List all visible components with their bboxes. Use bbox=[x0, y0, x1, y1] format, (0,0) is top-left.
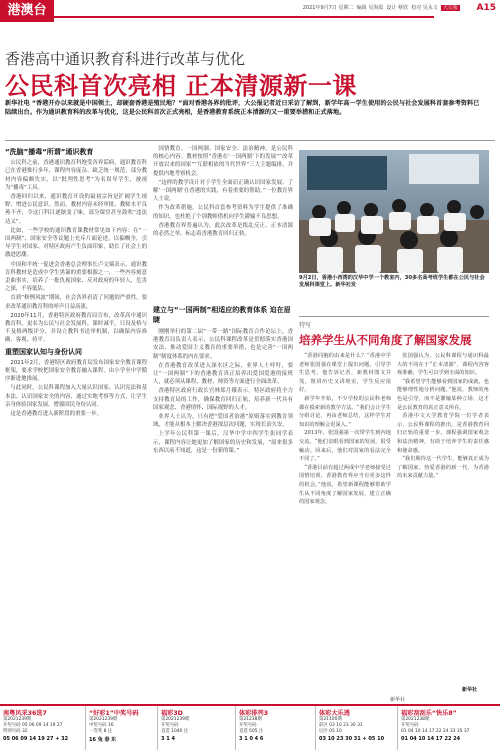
lottery-results-strip bbox=[0, 704, 500, 750]
photo-caption: 9月2日，香港小西湾的汉华中学一个教室内，30多名高考班学生都在公民与社会发展科课堂上。新华社发 bbox=[299, 275, 485, 288]
article-kicker: 香港高中通识教育科进行改革与优化 bbox=[5, 50, 246, 68]
feature-column-b bbox=[397, 352, 489, 682]
masthead bbox=[0, 0, 500, 22]
lottery-numbers: 3 1 0 4 6 bbox=[239, 736, 264, 742]
paragraph: 香港回归以来，通识教育开设的最初宗旨是扩阔学生视野、增进公民意识。然而，教材内容未经审批、教师水平良莠不齐，令这门科目逐渐变了味，部分课堂甚至鼓吹“违法达义”。 bbox=[5, 194, 147, 225]
section-subhead: 建立与“一国两制”相适应的教育体系 迫在眉睫 bbox=[153, 306, 291, 324]
lottery-line: 第2021239期 bbox=[89, 717, 118, 722]
paragraph: 与此同时，公民科课程加入大量认识国家、认识宪法和基本法、认识国家安全的内容，通过实地考察等方式，让学生亲身体验国家发展，增强国民身份认同。 bbox=[5, 385, 147, 408]
paragraph: “香港同胞的由来是什么？”香港中学老师张国强在课堂上提出问题，引导学生思考。他告诉记者，新教材图文并茂，既讲历史又讲现实，学生反应很好。 bbox=[299, 353, 391, 394]
paragraph: 业界人士认为，只有把“爱国者治港”原则落实到教育领域，才能从根本上解决香港深层次问题，实现长治久安。 bbox=[153, 414, 293, 429]
lottery-numbers: 03 10 23 30 31 + 05 10 bbox=[319, 736, 385, 742]
lottery-box bbox=[86, 706, 158, 750]
lottery-box bbox=[158, 706, 236, 750]
lottery-title: 南粤风采36选7 bbox=[3, 710, 47, 717]
masthead-editor: 编辑 吴海霞 bbox=[356, 5, 384, 11]
paragraph: 国情教育、一国两制、国家安全、法治精神，是公民科的核心内容。教材按照“香港在‘一国两制’下的发展”“改革开放以来的国家”“互联相依的当代世界”三大主题编排，并提供内地考察机会。 bbox=[153, 146, 293, 177]
lottery-title: 体彩大乐透 bbox=[319, 710, 350, 717]
lottery-box bbox=[0, 706, 86, 750]
article-column-1 bbox=[5, 145, 147, 700]
lead-rule bbox=[5, 140, 495, 141]
lottery-box bbox=[398, 706, 500, 750]
feature-column-a bbox=[299, 352, 391, 692]
masthead-brand: 大公报 bbox=[442, 5, 458, 11]
paragraph: 在香港教育改革进入深水区之际，业界人士呼吁，要让“一国两制”下的香港教育真正培养出爱国爱港的接班人，就必须从课程、教材、师资等方面进行全面改革。 bbox=[153, 362, 293, 386]
lottery-numbers: 01 04 10 14 17 22 24 bbox=[401, 736, 461, 742]
lottery-line: 第21238期 bbox=[239, 717, 262, 722]
feature-tag: 特写 bbox=[299, 322, 312, 329]
lottery-line: 中奖号码 16 bbox=[89, 723, 114, 728]
paragraph: “我希望学生能够看到国家的成就，也能够理性地分析问题。”他说，教师的角色是引导，而不是灌输某种立场，这才是公民教育的真正意义所在。 bbox=[397, 378, 489, 411]
article-headline: 公民科首次亮相 正本清源新一课 bbox=[5, 72, 357, 100]
paragraph: 作为改革措施，公民科首套参考资料为学生提供了准确的知识，也杜绝了个别教师借机向学生灌输不良思想。 bbox=[153, 205, 293, 220]
section-subhead: 重塑国家认知与身份认同 bbox=[5, 347, 82, 356]
paragraph: 2013年，张国强第一次带学生到内地交流，“他们亲眼看到国家的发展，很受触动。回来后，他们对国家的看法完全不同了。” bbox=[299, 430, 391, 463]
paragraph: 公民科之前，香港通识教育科饱受各界诟病。通识教育科已在香港推行多年，课程内容庞杂、缺乏统一规范，部分教材内容偏颇失实，以“批判性思考”为名误导学生，被视为“播毒”工具。 bbox=[5, 160, 147, 191]
feature-headline: 培养学生从不同角度了解国家发展 bbox=[299, 333, 472, 347]
lottery-line: 开奖号码 05 06 09 14 19 27 bbox=[3, 723, 63, 728]
paragraph: 香港教育界普遍认为，此次改革是拨乱反正、正本清源的必然之举，标志着香港教育回归正轨。 bbox=[153, 222, 293, 238]
lottery-numbers: 3 1 4 bbox=[161, 736, 175, 742]
lottery-line: 第21100期 bbox=[319, 717, 342, 722]
paragraph: 上学年公民科第一课后，汉华中学中四学生张同学表示，课程内容让她更加了解国家的历史和发展，“原来很多东西以前不知道，这是一份新的课。” bbox=[153, 431, 293, 454]
paragraph: 中国和平统一促进会香港总会理事长卢文端表示，通识教育科教材是造成中学生黑暴的重要根源之一，一些内容刻意歪曲事实，培养了一批仇视国家、反对政府的年轻人，危害之深，不容低估。 bbox=[5, 261, 147, 293]
paragraph: 香港特区政府行政长官林郑月娥表示，特区政府将全力支持教育局的工作，确保教育回归正轨，培养新一代具有国家观念、香港情怀、国际视野的人才。 bbox=[153, 388, 293, 411]
lottery-line: 前区 03 10 23 30 31 bbox=[319, 723, 363, 728]
page-number: A15 bbox=[476, 3, 496, 13]
masthead-date: 2021年9月7日 星期二 bbox=[302, 5, 354, 11]
paragraph: “香港目前有超过两成中学老师接受过国情培训，香港教育界应当有更多这样的机会。”他说，希望新课程能够帮助学生从不同角度了解国家发展，建立正确的国家观念。 bbox=[299, 464, 391, 506]
lottery-line: 开奖号码 bbox=[239, 723, 257, 728]
section-tab: 港澳台 bbox=[0, 0, 54, 22]
lottery-line: 第2021239期 bbox=[161, 717, 190, 722]
paragraph: 2020年11月，香港特区政府教育局宣布，改革高中通识教育科，更名为公民与社会发展科，课时减半，只设及格与不及格两级评分，并设立教科书送审机制，以确保内容准确、客观、持平。 bbox=[5, 312, 147, 344]
paragraph: “这样的教学设计对于学生全面而正确认识国家发展、了解‘一国两制’在香港的实践，有着重要的帮助。”一位教育界人士说。 bbox=[153, 179, 293, 203]
lottery-line: 开奖号码 bbox=[161, 723, 179, 728]
lottery-line: 第2021238期 bbox=[401, 717, 430, 722]
lottery-line: 后区 05 10 bbox=[319, 729, 342, 734]
masthead-info bbox=[303, 4, 460, 11]
masthead-designer: 设计 蔡欣 bbox=[386, 5, 409, 11]
paragraph: 直到“修例风波”期间，社会各界看清了问题的严重性，要求改革通识教育科的呼声日益高涨。 bbox=[5, 295, 147, 310]
paragraph: “我们期待这一代学生，能够真正成为了解国家、热爱香港的新一代，为香港的未来贡献力量。” bbox=[397, 456, 489, 480]
lottery-line: 开奖号码 bbox=[401, 723, 419, 728]
lottery-line: 特别号码 32 bbox=[3, 729, 28, 734]
lottery-title: 福彩3D bbox=[161, 710, 183, 717]
masthead-proofreader: 校对 吴永文 bbox=[411, 5, 438, 11]
paragraph: 香港中文大学教育学院一位学者表示，公民科课程的推出，是香港教育回归正轨的重要一步。课程强调国家观念和法治精神，有助于培养学生的责任感和使命感。 bbox=[397, 413, 489, 454]
paragraph: 张国强认为，公民科课程与通识科最大的不同在于“正本清源”，课程内容客观准确，学生可以学到全面的知识。 bbox=[397, 353, 489, 377]
section-subhead: “洗脑”播毒“所谓”通识教育 bbox=[5, 148, 94, 156]
sidebar-rule bbox=[299, 316, 489, 317]
lottery-line: 01 04 10 14 17 22 24 33 35 37 bbox=[401, 729, 470, 734]
lottery-box bbox=[316, 706, 398, 750]
lottery-numbers: 05 06 09 14 19 27 + 32 bbox=[3, 736, 69, 742]
lottery-line: 直选 505 注 bbox=[239, 729, 264, 734]
lottery-line: 一等奖 8 注 bbox=[89, 729, 113, 734]
lottery-title: “好彩1”中奖号码 bbox=[89, 710, 139, 717]
article-column-2-lower bbox=[153, 328, 293, 700]
feature-signature: 新华社 bbox=[390, 697, 406, 703]
lottery-line: 直选 1040 注 bbox=[161, 729, 189, 734]
lottery-box bbox=[236, 706, 316, 750]
classroom-photo-illustration bbox=[299, 150, 489, 273]
article-lead: 新华社电 “香港开办以来就是中国领土，却硬套香港是殖民地？”面对香港各界的批评，大公报记者近日采访了解到，新学年高一学生使用的公民与社会发展科首套参考资料已陆续出台。作为通识教育科的改革与优化，这是公民科首次正式亮相，是香港教育系统正本清源的又一重要举措和正式落地。 bbox=[5, 100, 480, 116]
masthead-rule bbox=[54, 16, 434, 18]
lottery-line: 第2021239期 bbox=[3, 717, 32, 722]
article-column-2 bbox=[153, 145, 293, 302]
paragraph: 这是香港教育进入新阶段的重要一步。 bbox=[10, 411, 103, 418]
lottery-title: 福彩刮刮乐“快乐8” bbox=[401, 710, 457, 717]
classroom-photo bbox=[299, 150, 489, 273]
paragraph: 刚刚举行的第二届“一带一路”国际教育合作论坛上，香港教育局负责人表示，公民科课程改革是贯彻落实香港国安法、推动爱国主义教育的重要举措，也是完善“一国两制”制度体系的内在要求。 bbox=[153, 329, 293, 360]
paragraph: 比如，一些学校的通识教育课教材常见如下内容：在“一国两制”、国家安全等议题上充斥片面论述，以偏概全，引导学生对国家、对特区政府产生负面印象，助长了社会上的激进思潮。 bbox=[5, 227, 147, 259]
feature-byline: 新华社 bbox=[462, 687, 478, 693]
paragraph: 新学年开始，不少学校的公民科老师都在摸索新的教学方法。“我们会让学生分组讨论，再由老师总结，这样学生对知识的理解会更深入。” bbox=[299, 395, 391, 428]
lottery-numbers: 16 兔 春 东 bbox=[89, 737, 117, 743]
paragraph: 2021年2月，香港特区政府教育局发布国家安全教育课程框架，要求学校把国家安全教育融入课程，由小学至中学循序渐进地推展。 bbox=[5, 359, 147, 383]
lottery-title: 体彩排列3 bbox=[239, 710, 269, 717]
